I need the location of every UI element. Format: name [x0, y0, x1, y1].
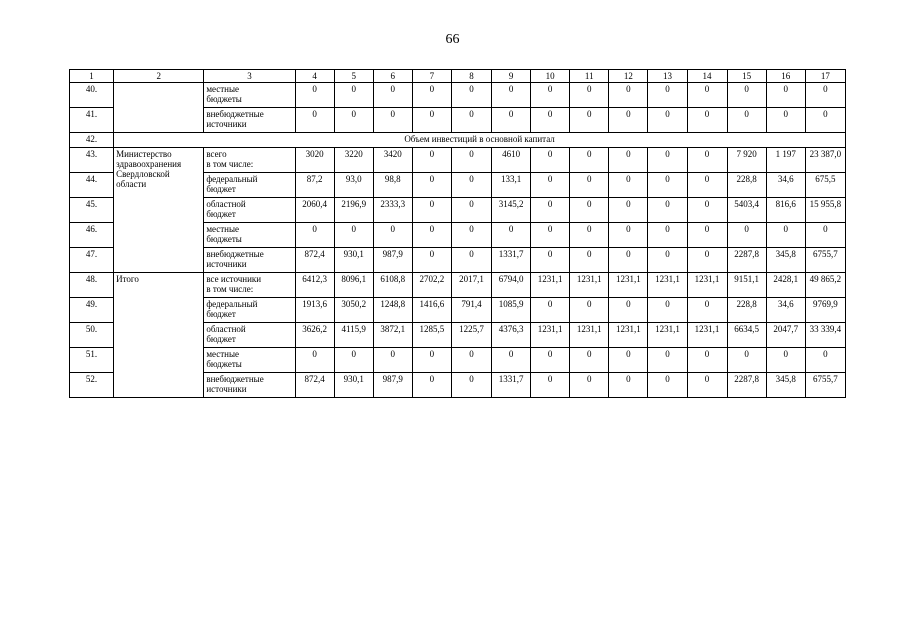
value-cell: 0	[609, 173, 648, 198]
value-cell: 2333,3	[373, 198, 412, 223]
value-cell: 2017,1	[451, 273, 491, 298]
value-cell: 0	[766, 223, 805, 248]
value-cell: 0	[609, 348, 648, 373]
value-cell: 930,1	[334, 373, 373, 398]
cell-line: все источники	[206, 274, 262, 284]
cell-line: бюджет	[206, 309, 236, 319]
column-header: 1	[70, 70, 114, 83]
value-cell: 1913,6	[295, 298, 334, 323]
value-cell: 49 865,2	[805, 273, 845, 298]
column-header: 11	[570, 70, 609, 83]
section-title: Объем инвестиций в основной капитал	[114, 133, 846, 148]
value-cell: 675,5	[805, 173, 845, 198]
value-cell: 0	[373, 223, 412, 248]
value-cell: 0	[412, 348, 451, 373]
value-cell: 0	[570, 83, 609, 108]
value-cell: 0	[687, 223, 727, 248]
value-cell: 0	[570, 108, 609, 133]
value-cell: 1231,1	[570, 273, 609, 298]
value-cell: 0	[531, 223, 570, 248]
value-cell: 228,8	[727, 173, 766, 198]
value-cell: 0	[805, 83, 845, 108]
cell-line: в том числе:	[206, 159, 254, 169]
value-cell: 0	[609, 108, 648, 133]
value-cell: 0	[412, 108, 451, 133]
column-header: 10	[531, 70, 570, 83]
value-cell: 0	[492, 108, 531, 133]
row-label	[204, 83, 295, 108]
row-number: 51.	[70, 348, 114, 373]
row-label	[204, 373, 295, 398]
value-cell: 0	[531, 373, 570, 398]
row-label	[204, 198, 295, 223]
value-cell: 872,4	[295, 248, 334, 273]
value-cell: 3050,2	[334, 298, 373, 323]
value-cell: 0	[373, 108, 412, 133]
value-cell: 0	[687, 173, 727, 198]
value-cell: 0	[412, 373, 451, 398]
group-cell-blank	[114, 83, 204, 133]
value-cell: 0	[531, 83, 570, 108]
value-cell: 2428,1	[766, 273, 805, 298]
value-cell: 0	[412, 248, 451, 273]
cell-line: бюджеты	[206, 359, 242, 369]
value-cell: 0	[451, 83, 491, 108]
value-cell: 0	[648, 298, 687, 323]
value-cell: 9769,9	[805, 298, 845, 323]
row-label	[204, 273, 295, 298]
value-cell: 1331,7	[492, 373, 531, 398]
value-cell: 0	[727, 83, 766, 108]
value-cell: 987,9	[373, 248, 412, 273]
value-cell: 0	[570, 373, 609, 398]
row-label	[204, 148, 295, 173]
value-cell: 1231,1	[609, 323, 648, 348]
value-cell: 0	[609, 223, 648, 248]
row-number: 40.	[70, 83, 114, 108]
value-cell: 2196,9	[334, 198, 373, 223]
value-cell: 0	[451, 148, 491, 173]
value-cell: 0	[687, 373, 727, 398]
value-cell: 1231,1	[648, 273, 687, 298]
table-row	[70, 273, 846, 298]
value-cell: 1248,8	[373, 298, 412, 323]
row-number: 42.	[70, 133, 114, 148]
value-cell: 0	[412, 223, 451, 248]
value-cell: 0	[531, 198, 570, 223]
value-cell: 0	[492, 83, 531, 108]
column-header: 2	[114, 70, 204, 83]
value-cell: 0	[334, 223, 373, 248]
row-number: 44.	[70, 173, 114, 198]
value-cell: 0	[451, 108, 491, 133]
cell-line: бюджет	[206, 184, 236, 194]
value-cell: 0	[609, 198, 648, 223]
value-cell: 0	[609, 148, 648, 173]
column-header: 9	[492, 70, 531, 83]
value-cell: 816,6	[766, 198, 805, 223]
column-header: 3	[204, 70, 295, 83]
value-cell: 0	[687, 198, 727, 223]
value-cell: 0	[412, 83, 451, 108]
value-cell: 0	[570, 223, 609, 248]
value-cell: 0	[648, 108, 687, 133]
column-header: 17	[805, 70, 845, 83]
value-cell: 0	[805, 348, 845, 373]
value-cell: 4376,3	[492, 323, 531, 348]
value-cell: 0	[727, 223, 766, 248]
value-cell: 98,8	[373, 173, 412, 198]
header-row	[70, 70, 846, 83]
cell-line: источники	[206, 119, 247, 129]
value-cell: 0	[373, 348, 412, 373]
value-cell: 0	[334, 83, 373, 108]
value-cell: 0	[373, 83, 412, 108]
value-cell: 228,8	[727, 298, 766, 323]
value-cell: 1231,1	[609, 273, 648, 298]
row-number: 45.	[70, 198, 114, 223]
cell-line: бюджет	[206, 209, 236, 219]
column-header: 13	[648, 70, 687, 83]
value-cell: 0	[648, 83, 687, 108]
cell-line: Министерство	[116, 149, 172, 159]
value-cell: 0	[648, 148, 687, 173]
value-cell: 0	[451, 173, 491, 198]
value-cell: 6634,5	[727, 323, 766, 348]
value-cell: 0	[570, 148, 609, 173]
value-cell: 3420	[373, 148, 412, 173]
value-cell: 0	[648, 223, 687, 248]
cell-line: внебюджетные	[206, 249, 264, 259]
value-cell: 0	[648, 198, 687, 223]
value-cell: 6108,8	[373, 273, 412, 298]
value-cell: 0	[295, 108, 334, 133]
value-cell: 1 197	[766, 148, 805, 173]
column-header: 4	[295, 70, 334, 83]
cell-line: бюджеты	[206, 94, 242, 104]
value-cell: 0	[531, 298, 570, 323]
value-cell: 3145,2	[492, 198, 531, 223]
value-cell: 0	[531, 148, 570, 173]
column-header: 7	[412, 70, 451, 83]
row-label	[204, 223, 295, 248]
cell-line: местные	[206, 224, 240, 234]
value-cell: 6794,0	[492, 273, 531, 298]
value-cell: 0	[648, 248, 687, 273]
cell-line: Свердловской	[116, 169, 170, 179]
value-cell: 34,6	[766, 173, 805, 198]
value-cell: 0	[687, 108, 727, 133]
value-cell: 0	[687, 348, 727, 373]
column-header: 14	[687, 70, 727, 83]
cell-line: внебюджетные	[206, 109, 264, 119]
value-cell: 1231,1	[648, 323, 687, 348]
value-cell: 2287,8	[727, 373, 766, 398]
value-cell: 6755,7	[805, 248, 845, 273]
column-header: 16	[766, 70, 805, 83]
value-cell: 345,8	[766, 248, 805, 273]
value-cell: 0	[531, 108, 570, 133]
value-cell: 6412,3	[295, 273, 334, 298]
value-cell: 0	[412, 198, 451, 223]
data-table	[69, 69, 846, 398]
cell-line: местные	[206, 349, 240, 359]
value-cell: 0	[648, 348, 687, 373]
value-cell: 0	[570, 298, 609, 323]
value-cell: 345,8	[766, 373, 805, 398]
column-header: 5	[334, 70, 373, 83]
value-cell: 15 955,8	[805, 198, 845, 223]
value-cell: 0	[609, 83, 648, 108]
value-cell: 2702,2	[412, 273, 451, 298]
value-cell: 0	[570, 173, 609, 198]
value-cell: 987,9	[373, 373, 412, 398]
table-row	[70, 83, 846, 108]
cell-line: бюджет	[206, 334, 236, 344]
row-number: 43.	[70, 148, 114, 173]
row-label	[204, 248, 295, 273]
value-cell: 0	[687, 298, 727, 323]
value-cell: 1416,6	[412, 298, 451, 323]
value-cell: 1231,1	[687, 323, 727, 348]
value-cell: 33 339,4	[805, 323, 845, 348]
value-cell: 0	[766, 83, 805, 108]
value-cell: 93,0	[334, 173, 373, 198]
value-cell: 87,2	[295, 173, 334, 198]
value-cell: 3220	[334, 148, 373, 173]
value-cell: 1231,1	[531, 273, 570, 298]
value-cell: 0	[295, 83, 334, 108]
value-cell: 0	[451, 223, 491, 248]
row-number: 49.	[70, 298, 114, 323]
table-row	[70, 133, 846, 148]
row-label	[204, 108, 295, 133]
value-cell: 0	[687, 248, 727, 273]
cell-line: федеральный	[206, 174, 258, 184]
value-cell: 4610	[492, 148, 531, 173]
value-cell: 2060,4	[295, 198, 334, 223]
value-cell: 0	[687, 148, 727, 173]
row-label	[204, 323, 295, 348]
value-cell: 3872,1	[373, 323, 412, 348]
group-cell-total: Итого	[114, 273, 204, 398]
cell-line: областной	[206, 199, 246, 209]
value-cell: 0	[609, 248, 648, 273]
cell-line: в том числе:	[206, 284, 254, 294]
value-cell: 0	[451, 248, 491, 273]
value-cell: 0	[609, 298, 648, 323]
cell-line: федеральный	[206, 299, 258, 309]
value-cell: 5403,4	[727, 198, 766, 223]
value-cell: 791,4	[451, 298, 491, 323]
value-cell: 0	[451, 373, 491, 398]
value-cell: 2047,7	[766, 323, 805, 348]
row-label	[204, 173, 295, 198]
value-cell: 9151,1	[727, 273, 766, 298]
cell-line: бюджеты	[206, 234, 242, 244]
value-cell: 0	[334, 108, 373, 133]
page-number: 66	[445, 32, 460, 47]
value-cell: 0	[648, 373, 687, 398]
column-header: 15	[727, 70, 766, 83]
value-cell: 7 920	[727, 148, 766, 173]
value-cell: 1231,1	[570, 323, 609, 348]
value-cell: 1085,9	[492, 298, 531, 323]
cell-line: источники	[206, 384, 247, 394]
cell-line: источники	[206, 259, 247, 269]
value-cell: 1285,5	[412, 323, 451, 348]
row-label	[204, 348, 295, 373]
value-cell: 23 387,0	[805, 148, 845, 173]
value-cell: 8096,1	[334, 273, 373, 298]
value-cell: 0	[766, 348, 805, 373]
value-cell: 3020	[295, 148, 334, 173]
value-cell: 0	[412, 148, 451, 173]
value-cell: 0	[451, 198, 491, 223]
column-header: 8	[451, 70, 491, 83]
value-cell: 1231,1	[531, 323, 570, 348]
value-cell: 2287,8	[727, 248, 766, 273]
column-header: 12	[609, 70, 648, 83]
value-cell: 0	[531, 173, 570, 198]
value-cell: 0	[609, 373, 648, 398]
value-cell: 4115,9	[334, 323, 373, 348]
row-number: 50.	[70, 323, 114, 348]
value-cell: 0	[412, 173, 451, 198]
value-cell: 0	[570, 348, 609, 373]
value-cell: 34,6	[766, 298, 805, 323]
value-cell: 0	[531, 248, 570, 273]
value-cell: 930,1	[334, 248, 373, 273]
value-cell: 0	[648, 173, 687, 198]
value-cell: 0	[727, 348, 766, 373]
value-cell: 3626,2	[295, 323, 334, 348]
value-cell: 0	[295, 223, 334, 248]
cell-line: местные	[206, 84, 240, 94]
value-cell: 0	[570, 248, 609, 273]
value-cell: 0	[492, 348, 531, 373]
cell-line: внебюджетные	[206, 374, 264, 384]
value-cell: 1231,1	[687, 273, 727, 298]
value-cell: 0	[334, 348, 373, 373]
value-cell: 0	[451, 348, 491, 373]
cell-line: области	[116, 179, 147, 189]
group-cell-ministry	[114, 148, 204, 273]
column-header: 6	[373, 70, 412, 83]
table-row	[70, 148, 846, 173]
value-cell: 133,1	[492, 173, 531, 198]
row-number: 41.	[70, 108, 114, 133]
value-cell: 1331,7	[492, 248, 531, 273]
value-cell: 0	[492, 223, 531, 248]
value-cell: 0	[805, 108, 845, 133]
value-cell: 0	[295, 348, 334, 373]
cell-line: здравоохранения	[116, 159, 182, 169]
cell-line: всего	[206, 149, 227, 159]
cell-line: областной	[206, 324, 246, 334]
value-cell: 872,4	[295, 373, 334, 398]
row-number: 47.	[70, 248, 114, 273]
value-cell: 1225,7	[451, 323, 491, 348]
value-cell: 0	[687, 83, 727, 108]
row-number: 52.	[70, 373, 114, 398]
value-cell: 0	[727, 108, 766, 133]
value-cell: 6755,7	[805, 373, 845, 398]
row-number: 46.	[70, 223, 114, 248]
value-cell: 0	[766, 108, 805, 133]
row-label	[204, 298, 295, 323]
value-cell: 0	[570, 198, 609, 223]
value-cell: 0	[805, 223, 845, 248]
value-cell: 0	[531, 348, 570, 373]
row-number: 48.	[70, 273, 114, 298]
